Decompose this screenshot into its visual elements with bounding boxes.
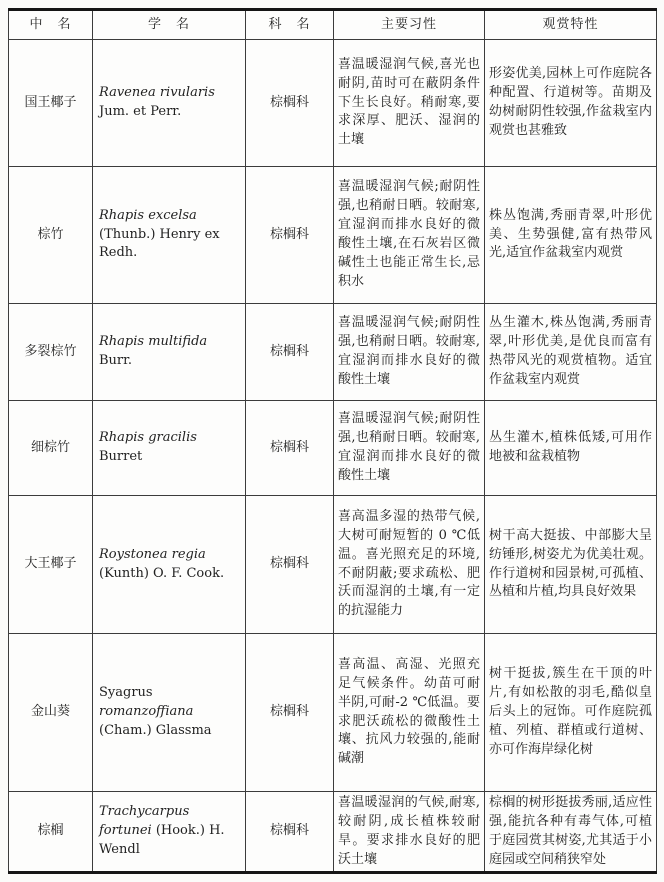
cell-chinese-name: 金山葵 [9, 634, 93, 792]
cell-ornamental: 丛生灌木,株丛饱满,秀丽青翠,叶形优美,是优良而富有热带风光的观赏植物。适宜作盆栽室内观赏 [485, 304, 657, 401]
table-row [9, 167, 657, 304]
cell-scientific-name [93, 496, 246, 634]
header-row [9, 10, 657, 40]
cell-habit: 喜温暖湿润的气候,耐寒,较耐阴,成长植株较耐旱。要求排水良好的肥沃土壤 [334, 792, 485, 873]
cell-habit: 喜高温、高湿、光照充足气候条件。幼苗可耐半阴,可耐-2 ℃低温。要求肥沃疏松的微酸性土壤、抗风力较强的,能耐碱潮 [334, 634, 485, 792]
cell-chinese-name: 多裂棕竹 [9, 304, 93, 401]
cell-scientific-name [93, 792, 246, 873]
cell-chinese-name: 棕榈 [9, 792, 93, 873]
sci-name-italic-part: Rhapis gracilis [99, 430, 197, 446]
cell-chinese-name: 棕竹 [9, 167, 93, 304]
cell-scientific-name [93, 401, 246, 496]
table-row [9, 40, 657, 167]
sci-name-italic-part: romanzoffiana [99, 704, 194, 720]
sci-name-roman-part: (Thunb.) Henry ex Redh. [99, 226, 220, 261]
cell-habit: 喜温暖湿润气候,喜光也耐阴,苗时可在蔽阴条件下生长良好。稍耐寒,要求深厚、肥沃、湿润的土壤 [334, 40, 485, 167]
col-header-chinese-name: 中 名 [9, 10, 93, 40]
cell-scientific-name [93, 167, 246, 304]
cell-habit: 喜温暖湿润气候;耐阴性强,也稍耐日晒。较耐寒,宜湿润而排水良好的微酸性土壤 [334, 401, 485, 496]
sci-name-roman-part: Burret [99, 449, 143, 464]
cell-family: 棕榈科 [246, 304, 334, 401]
sci-name-roman-part: Syagrus [99, 685, 153, 701]
cell-ornamental: 株丛饱满,秀丽青翠,叶形优美、生势强健,富有热带风光,适宜作盆栽室内观赏 [485, 167, 657, 304]
cell-scientific-name [93, 304, 246, 401]
col-header-habit: 主要习性 [334, 10, 485, 40]
sci-name-italic-part: Rhapis excelsa [99, 207, 197, 223]
cell-habit: 喜高温多湿的热带气候,大树可耐短暂的 0 ℃低温。喜光照充足的环境,不耐阴蔽;要求疏松、肥沃而湿润的土壤,有一定的抗湿能力 [334, 496, 485, 634]
cell-ornamental: 丛生灌木,植株低矮,可用作地被和盆栽植物 [485, 401, 657, 496]
col-header-ornamental: 观赏特性 [485, 10, 657, 40]
sci-name-italic-part: Ravenea rivularis [99, 85, 215, 101]
cell-family: 棕榈科 [246, 401, 334, 496]
table-row [9, 634, 657, 792]
cell-family: 棕榈科 [246, 496, 334, 634]
palm-plant-table [8, 8, 657, 874]
cell-ornamental: 树干高大挺拔、中部膨大呈纺锤形,树姿尤为优美壮观。作行道树和园景树,可孤植、丛植和片植,均具良好效果 [485, 496, 657, 634]
cell-family: 棕榈科 [246, 792, 334, 873]
table-row [9, 304, 657, 401]
col-header-scientific-name: 学 名 [93, 10, 246, 40]
cell-ornamental: 树干挺拔,簇生在干顶的叶片,有如松散的羽毛,酷似皇后头上的冠饰。可作庭院孤植、列植、群植或行道树、亦可作海岸绿化树 [485, 634, 657, 792]
cell-chinese-name: 大王椰子 [9, 496, 93, 634]
sci-name-italic-part: Roystonea regia [99, 546, 206, 562]
cell-family: 棕榈科 [246, 634, 334, 792]
cell-scientific-name [93, 634, 246, 792]
sci-name-roman-part: (Cham.) Glassma [99, 722, 212, 738]
sci-name-roman-part: Burr. [99, 353, 133, 368]
col-header-family: 科 名 [246, 10, 334, 40]
sci-name-roman-part: (Hook.) H. Wendl [99, 823, 225, 858]
table-row [9, 792, 657, 873]
cell-chinese-name: 细棕竹 [9, 401, 93, 496]
cell-family: 棕榈科 [246, 40, 334, 167]
cell-scientific-name [93, 40, 246, 167]
sci-name-roman-part: (Kunth) O. F. Cook. [99, 565, 225, 581]
sci-name-italic-part: Trachycarpus fortunei [99, 804, 190, 839]
cell-family: 棕榈科 [246, 167, 334, 304]
cell-chinese-name: 国王椰子 [9, 40, 93, 167]
cell-ornamental: 棕榈的树形挺拔秀丽,适应性强,能抗各种有毒气体,可植于庭园赏其树姿,尤其适于小庭园或空间稍狭窄处 [485, 792, 657, 873]
sci-name-italic-part: Rhapis multifida [99, 334, 208, 350]
table-row [9, 496, 657, 634]
cell-ornamental: 形姿优美,园林上可作庭院各种配置、行道树等。苗期及幼树耐阴性较强,作盆栽室内观赏也甚雅致 [485, 40, 657, 167]
cell-habit: 喜温暖湿润气候;耐阴性强,也稍耐日晒。较耐寒,宜湿润而排水良好的微酸性土壤 [334, 304, 485, 401]
table-row [9, 401, 657, 496]
cell-habit: 喜温暖湿润气候;耐阴性强,也稍耐日晒。较耐寒,宜湿润而排水良好的微酸性土壤,在石灰岩区微碱性土也能正常生长,忌积水 [334, 167, 485, 304]
sci-name-roman-part: Jum. et Perr. [99, 104, 182, 119]
